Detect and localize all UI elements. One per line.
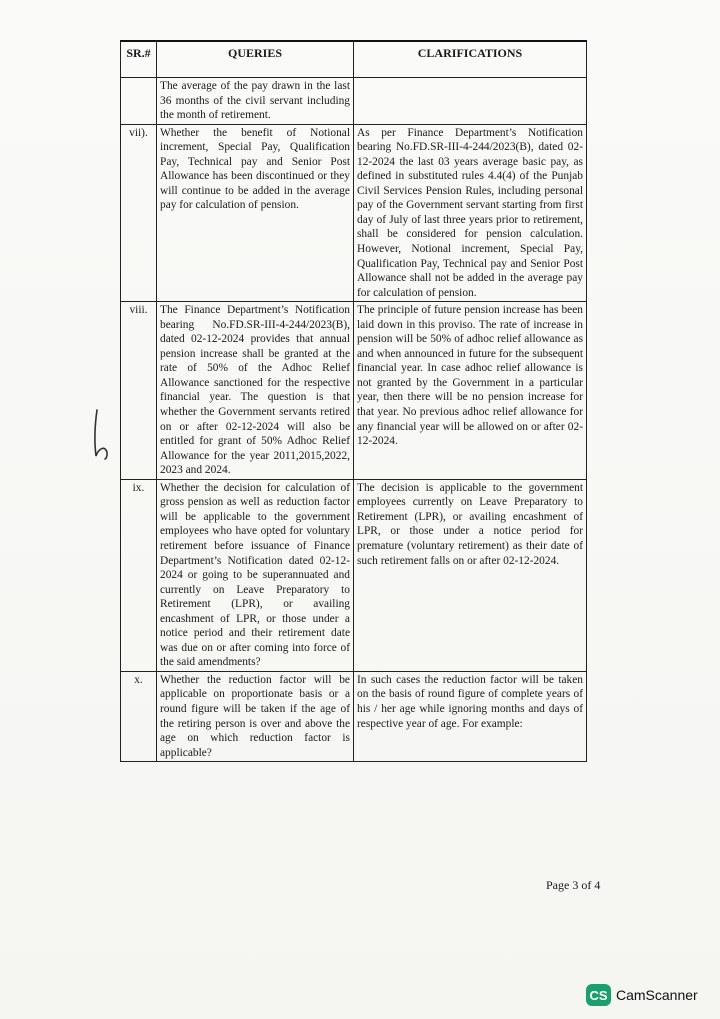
row-sr: x. xyxy=(121,671,157,761)
row-clarification: The principle of future pension increase has been laid down in this proviso. The rate of increase in pension will be 50% of adhoc relief allowance as and when announced in future for the subsequent financial year. In case adhoc relief allowance is not granted by the Government in a particular year, then there will be no pension increase for that year. No previous adhoc relief allowance for any financial year will be allowed on or after 02-12-2024. xyxy=(354,302,587,480)
header-sr: SR.# xyxy=(121,41,157,78)
row-clarification: The decision is applicable to the government employees currently on Leave Preparatory to Retirement (LPR), or availing encashment of LPR, or those under a notice period for premature (voluntary retirement) as their date of such retirement falls on or after 02-12-2024. xyxy=(354,479,587,671)
row-clarification: In such cases the reduction factor will be taken on the basis of round figure of complete years of his / her age while ignoring months and days of respective year of age. For example: xyxy=(354,671,587,761)
row-clarification: As per Finance Department’s Notification bearing No.FD.SR-III-4-244/2023(B), dated 02-12-2024 the last 03 years average basic pay, as defined in substituted rules 4.4(4) of the Punjab Civil Services Pension Rules, including personal pay of the Government servant starting from first day of July of last three years prior to retirement, shall be considered for pension calculation. However, Notional increment, Special Pay, Qualification Pay, Technical pay and Senior Post Allowance shall not be added in the average pay for calculation of pension. xyxy=(354,124,587,302)
row-clarification xyxy=(354,78,587,125)
row-query: Whether the reduction factor will be applicable on proportionate basis or a round figure will be taken if the age of the retiring person is over and above the age on which reduction factor is applicable? xyxy=(157,671,354,761)
row-sr: vii). xyxy=(121,124,157,302)
row-query: The Finance Department’s Notification bearing No.FD.SR-III-4-244/2023(B), dated 02-12-2024 provides that annual pension increase shall be granted at the rate of 50% of the Adhoc Relief Allowance sanctioned for the respective financial year. The question is that whether the Government servants retired on or after 02-12-2024 will also be entitled for grant of 50% Adhoc Relief Allowance for the year 2011,2015,2022, 2023 and 2024. xyxy=(157,302,354,480)
page-number: Page 3 of 4 xyxy=(546,878,601,892)
table-row xyxy=(121,671,587,761)
row-sr: viii. xyxy=(121,302,157,480)
table-row xyxy=(121,302,587,480)
row-query: Whether the decision for calculation of gross pension as well as reduction factor will be applicable to the government employees who have opted for voluntary retirement before issuance of Finance Department’s Notification dated 02-12-2024 or going to be superannuated and currently on Leave Preparatory to Retirement (LPR), or availing encashment of LPR, or those under a notice period and their retirement date was due on or after coming into force of the said amendments? xyxy=(157,479,354,671)
camscanner-watermark xyxy=(586,984,698,1006)
table-row xyxy=(121,479,587,671)
table-row xyxy=(121,124,587,302)
row-sr xyxy=(121,78,157,125)
header-queries: QUERIES xyxy=(157,41,354,78)
camscanner-label: CamScanner xyxy=(616,987,698,1003)
camscanner-logo-icon: CS xyxy=(586,984,611,1006)
row-sr: ix. xyxy=(121,479,157,671)
header-clarifications: CLARIFICATIONS xyxy=(354,41,587,78)
table-row xyxy=(121,78,587,125)
handwritten-mark-icon xyxy=(91,406,115,462)
queries-table xyxy=(120,40,587,762)
row-query: The average of the pay drawn in the last 36 months of the civil servant including the month of retirement. xyxy=(157,78,354,125)
table-header-row xyxy=(121,41,587,78)
row-query: Whether the benefit of Notional increment, Special Pay, Qualification Pay, Technical pay and Senior Post Allowance has been discontinued or they will continue to be added in the average pay for calculation of pension. xyxy=(157,124,354,302)
